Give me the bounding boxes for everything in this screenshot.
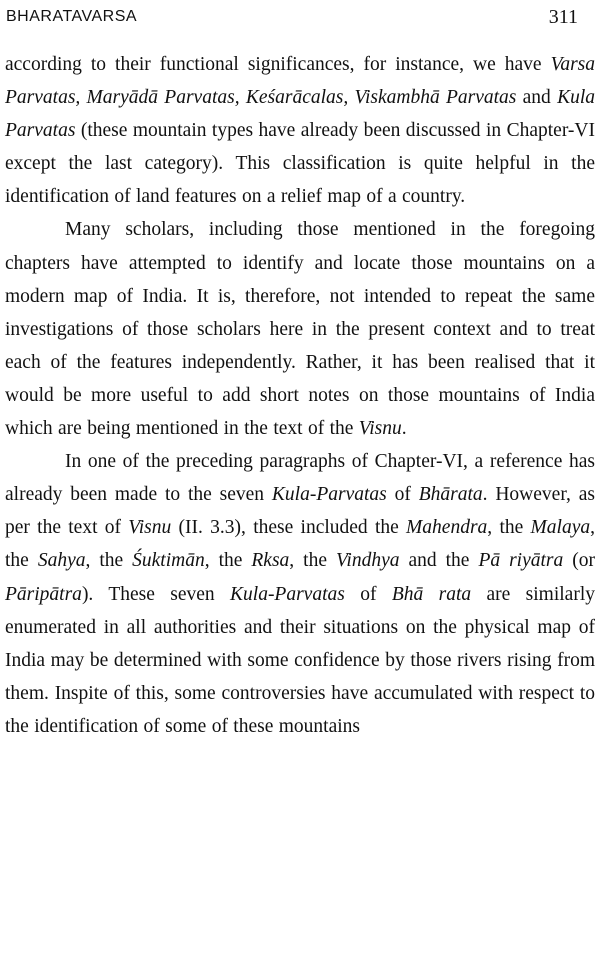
text-run: , the bbox=[204, 550, 252, 572]
italic-term: Śuktimān bbox=[132, 550, 205, 572]
italic-term: Kula Parvatas bbox=[5, 87, 595, 142]
text-run: In one of the preceding paragraphs of Chapter-VI, a reference has already been made to the seven bbox=[5, 451, 595, 506]
italic-term: Bhārata bbox=[418, 484, 483, 506]
text-run: (these mountain types have already been discussed in Chapter-VI except the last category). This classification is quite helpful in the identification of land features on a relief map of a country. bbox=[5, 120, 595, 208]
text-run: Many scholars, including those mentioned in the foregoing chapters have attempted to identify and locate those mountains on a modern map of India. It is, therefore, not intended to repeat the same investigations of those scholars here in the present context and to treat each of the features independently. Rather, it has been realised that it would be more useful to add short notes on those mountains of India which are being mentioned in the text of the bbox=[5, 219, 595, 440]
body-text bbox=[5, 48, 595, 743]
italic-term: Visnu bbox=[358, 418, 402, 440]
italic-term: Visnu bbox=[128, 517, 172, 539]
text-run: ). These seven bbox=[81, 583, 231, 605]
italic-term: Vindhya bbox=[335, 550, 400, 572]
italic-term: Sahya bbox=[37, 550, 86, 572]
italic-term: Varsa Parvatas, Maryādā Parvatas, Keśarācalas, Viskambhā Parvatas bbox=[5, 54, 595, 109]
text-run: and bbox=[516, 87, 558, 109]
paragraph-3 bbox=[5, 445, 595, 743]
text-run: of bbox=[386, 484, 419, 506]
page-number: 311 bbox=[548, 6, 578, 28]
italic-term: Malaya bbox=[530, 517, 591, 539]
text-run: are similarly enumerated in all authorities and their situations on the physical map of India may be determined with some confidence by those rivers rising from them. Inspite of this, some controversies have accumulated with respect to the identification of some of these mountains bbox=[5, 583, 596, 737]
text-run: , the bbox=[289, 550, 336, 572]
text-run: , the bbox=[5, 517, 595, 572]
text-run: (II. 3.3), these included the bbox=[171, 517, 407, 539]
text-run: , the bbox=[85, 550, 133, 572]
text-run: (or bbox=[563, 550, 595, 572]
italic-term: Pā riyātra bbox=[478, 550, 564, 572]
italic-term: Bhā rata bbox=[391, 583, 472, 605]
text-run: and the bbox=[399, 550, 479, 572]
italic-term: Pāripātra bbox=[5, 583, 82, 605]
paragraph-2 bbox=[5, 213, 595, 445]
text-run: . However, as per the text of bbox=[5, 484, 596, 539]
italic-term: Kula-Parvatas bbox=[230, 583, 345, 605]
text-run: of bbox=[344, 583, 392, 605]
text-run: . bbox=[401, 418, 407, 440]
paragraph-1 bbox=[5, 48, 595, 213]
text-run: according to their functional significances, for instance, we have bbox=[5, 54, 551, 75]
running-head: BHARATAVARSA bbox=[6, 8, 138, 25]
text-run: , the bbox=[487, 517, 531, 539]
italic-term: Mahendra bbox=[406, 517, 488, 539]
italic-term: Kula-Parvatas bbox=[271, 484, 387, 506]
italic-term: Rksa bbox=[251, 550, 290, 572]
page-header bbox=[6, 6, 578, 30]
